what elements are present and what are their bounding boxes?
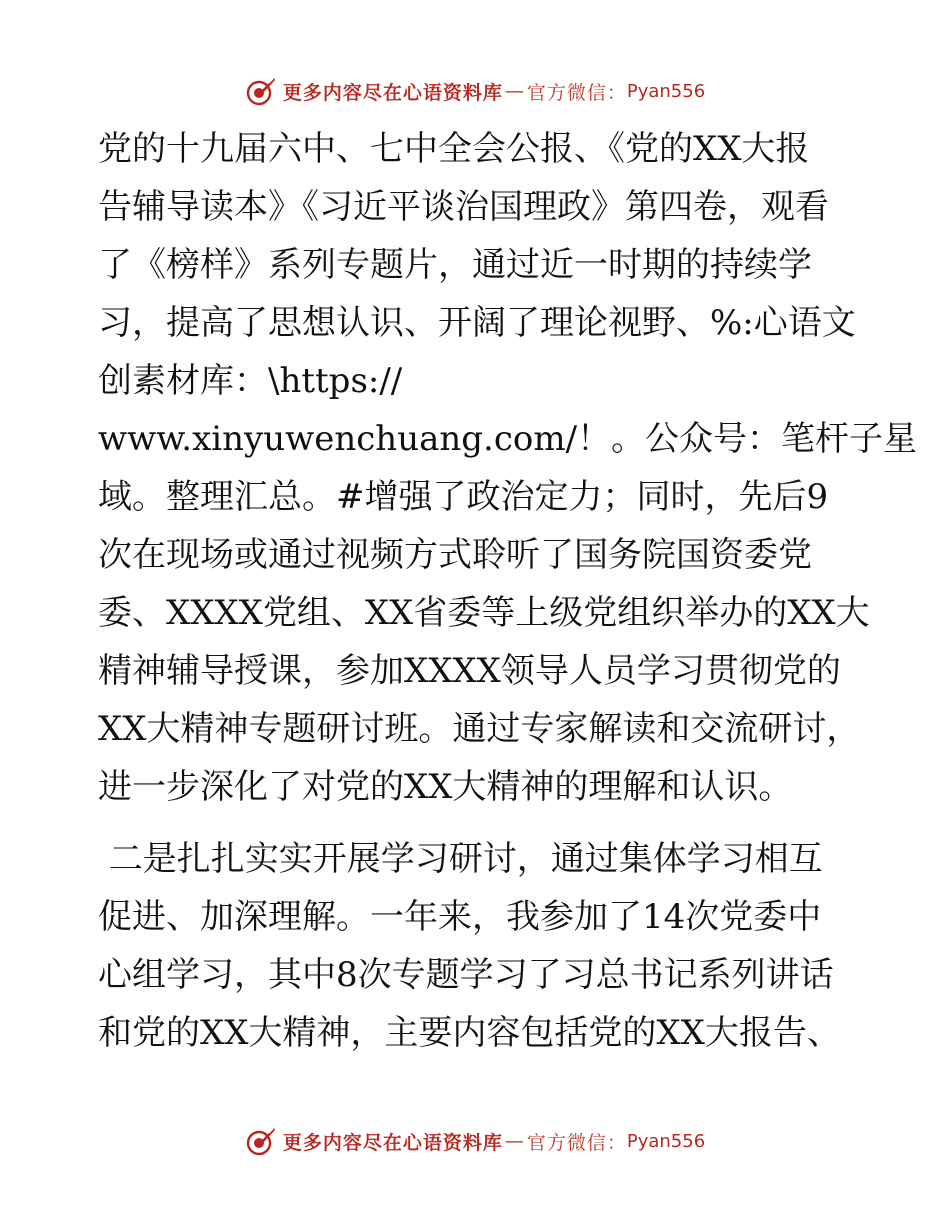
text-line: 委、XXXX党组、XX省委等上级党组织举办的XX大 bbox=[98, 593, 870, 633]
text-line: 进一步深化了对党的XX大精神的理解和认识。 bbox=[98, 767, 793, 807]
text-line: XX大精神专题研讨班。通过专家解读和交流研讨， bbox=[98, 709, 861, 749]
banner-separator: — bbox=[504, 1130, 525, 1152]
text-line: 次在现场或通过视频方式聆听了国务院国资委党 bbox=[98, 535, 812, 575]
paragraph-spacer bbox=[98, 816, 858, 830]
text-line: 习，提高了思想认识、开阔了理论视野、%:心语文 bbox=[98, 303, 856, 343]
text-line: 和党的XX大精神，主要内容包括党的XX大报告、 bbox=[98, 1013, 841, 1053]
banner-lead-text: 更多内容尽在心语资料库 bbox=[282, 1131, 503, 1154]
quill-pen-icon bbox=[245, 1125, 277, 1157]
text-line: 促进、加深理解。一年来，我参加了14次党委中 bbox=[98, 897, 822, 937]
banner-official-text: 官方微信： bbox=[526, 1131, 627, 1154]
banner-wechat-id: Pyan556 bbox=[626, 80, 706, 102]
text-line: 域。整理汇总。#增强了政治定力；同时，先后9 bbox=[98, 477, 829, 517]
text-line: 心组学习，其中8次专题学习了习总书记系列讲话 bbox=[98, 955, 834, 995]
text-line: 二是扎扎实实开展学习研讨，通过集体学习相互 bbox=[98, 839, 823, 879]
text-line: 创素材库：\https:// bbox=[98, 361, 403, 401]
footer-banner bbox=[0, 1124, 950, 1158]
paragraph-one bbox=[98, 120, 918, 816]
text-line: 党的十九届六中、七中全会公报、《党的XX大报 bbox=[98, 129, 810, 169]
text-line: 精神辅导授课，参加XXXX领导人员学习贯彻党的 bbox=[98, 651, 841, 691]
text-line: www.xinyuwenchuang.com/！。公众号：笔杆子星 bbox=[98, 419, 918, 459]
banner-separator: — bbox=[504, 80, 525, 102]
text-line: 了《榜样》系列专题片，通过近一时期的持续学 bbox=[98, 245, 812, 285]
document-body bbox=[98, 120, 918, 1062]
paragraph-two bbox=[98, 830, 858, 1062]
quill-pen-icon bbox=[245, 75, 277, 107]
banner-official-text: 官方微信： bbox=[526, 81, 627, 104]
text-line: 告辅导读本》《习近平谈治国理政》第四卷，观看 bbox=[98, 187, 829, 227]
header-banner bbox=[0, 74, 950, 108]
banner-wechat-id: Pyan556 bbox=[626, 1130, 706, 1152]
banner-lead-text: 更多内容尽在心语资料库 bbox=[282, 81, 503, 104]
